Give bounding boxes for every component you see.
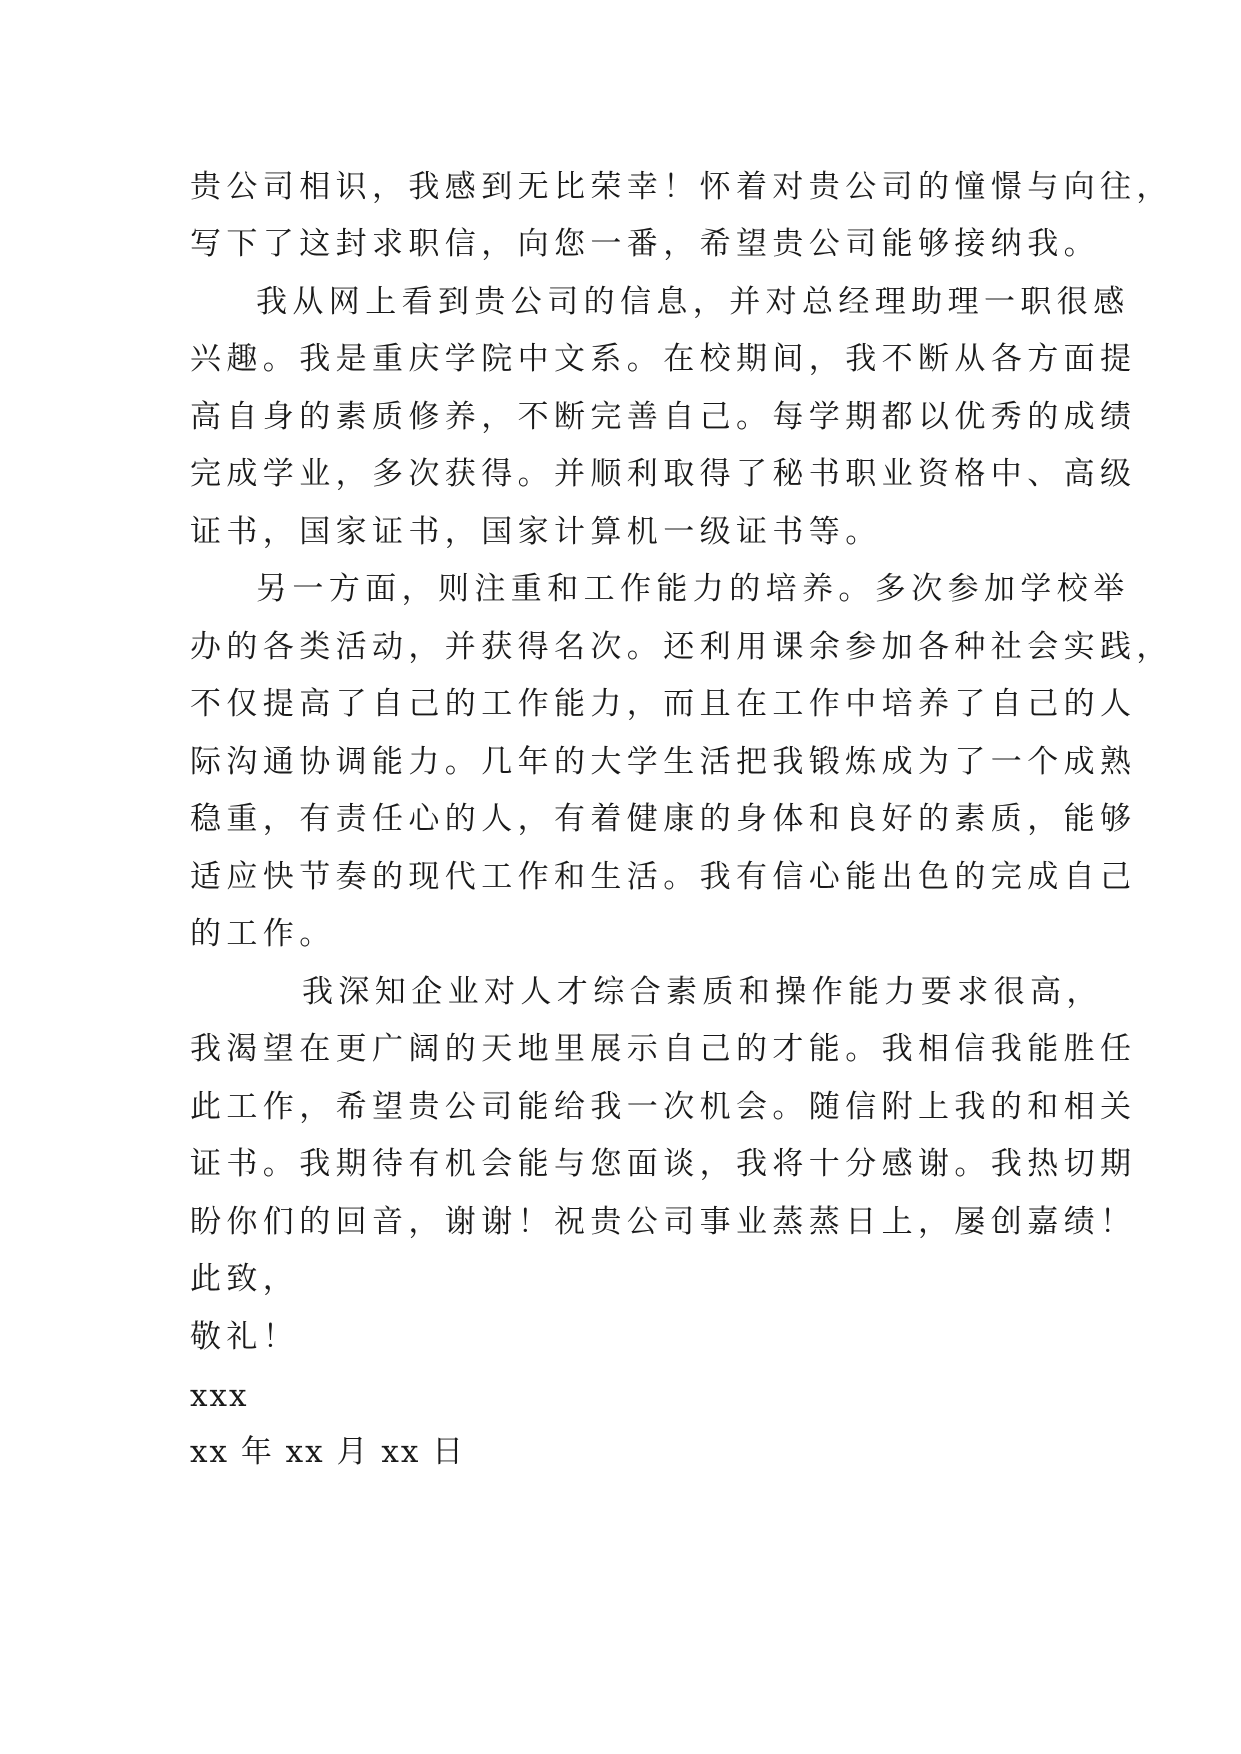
letter-line: 稳重，有责任心的人，有着健康的身体和良好的素质，能够	[190, 801, 1137, 837]
paragraph-first-line: 另一方面，则注重和工作能力的培养。多次参加学校举	[256, 571, 1130, 607]
letter-line: 盼你们的回音，谢谢！祝贵公司事业蒸蒸日上，屡创嘉绩！	[190, 1204, 1137, 1240]
letter-line: 际沟通协调能力。几年的大学生活把我锻炼成为了一个成熟	[190, 744, 1137, 780]
closing-regards: 敬礼！	[190, 1319, 300, 1355]
letter-line: 证书，国家证书，国家计算机一级证书等。	[190, 514, 882, 550]
signature-date: xx 年 xx 月 xx 日	[190, 1434, 466, 1470]
signature-name: xxx	[190, 1378, 249, 1414]
letter-line: 的工作。	[190, 916, 336, 952]
letter-line: 适应快节奏的现代工作和生活。我有信心能出色的完成自己	[190, 859, 1137, 895]
letter-line: 兴趣。我是重庆学院中文系。在校期间，我不断从各方面提	[190, 341, 1137, 377]
letter-line: 不仅提高了自己的工作能力，而且在工作中培养了自己的人	[190, 686, 1137, 722]
letter-line: 此工作，希望贵公司能给我一次机会。随信附上我的和相关	[190, 1089, 1137, 1125]
letter-line: 写下了这封求职信，向您一番，希望贵公司能够接纳我。	[190, 226, 1100, 262]
letter-line: 完成学业，多次获得。并顺利取得了秘书职业资格中、高级	[190, 456, 1137, 492]
letter-line: 办的各类活动，并获得名次。还利用课余参加各种社会实践，	[190, 629, 1173, 665]
letter-line: 证书。我期待有机会能与您面谈，我将十分感谢。我热切期	[190, 1146, 1137, 1182]
paragraph-first-line: 我从网上看到贵公司的信息，并对总经理助理一职很感	[256, 284, 1130, 320]
letter-line: 高自身的素质修养，不断完善自己。每学期都以优秀的成绩	[190, 399, 1137, 435]
letter-line: 我渴望在更广阔的天地里展示自己的才能。我相信我能胜任	[190, 1031, 1137, 1067]
letter-line: 贵公司相识，我感到无比荣幸！怀着对贵公司的憧憬与向往，	[190, 169, 1173, 205]
paragraph-first-line: 我深知企业对人才综合素质和操作能力要求很高，	[302, 974, 1103, 1010]
closing-salutation: 此致，	[190, 1261, 300, 1297]
